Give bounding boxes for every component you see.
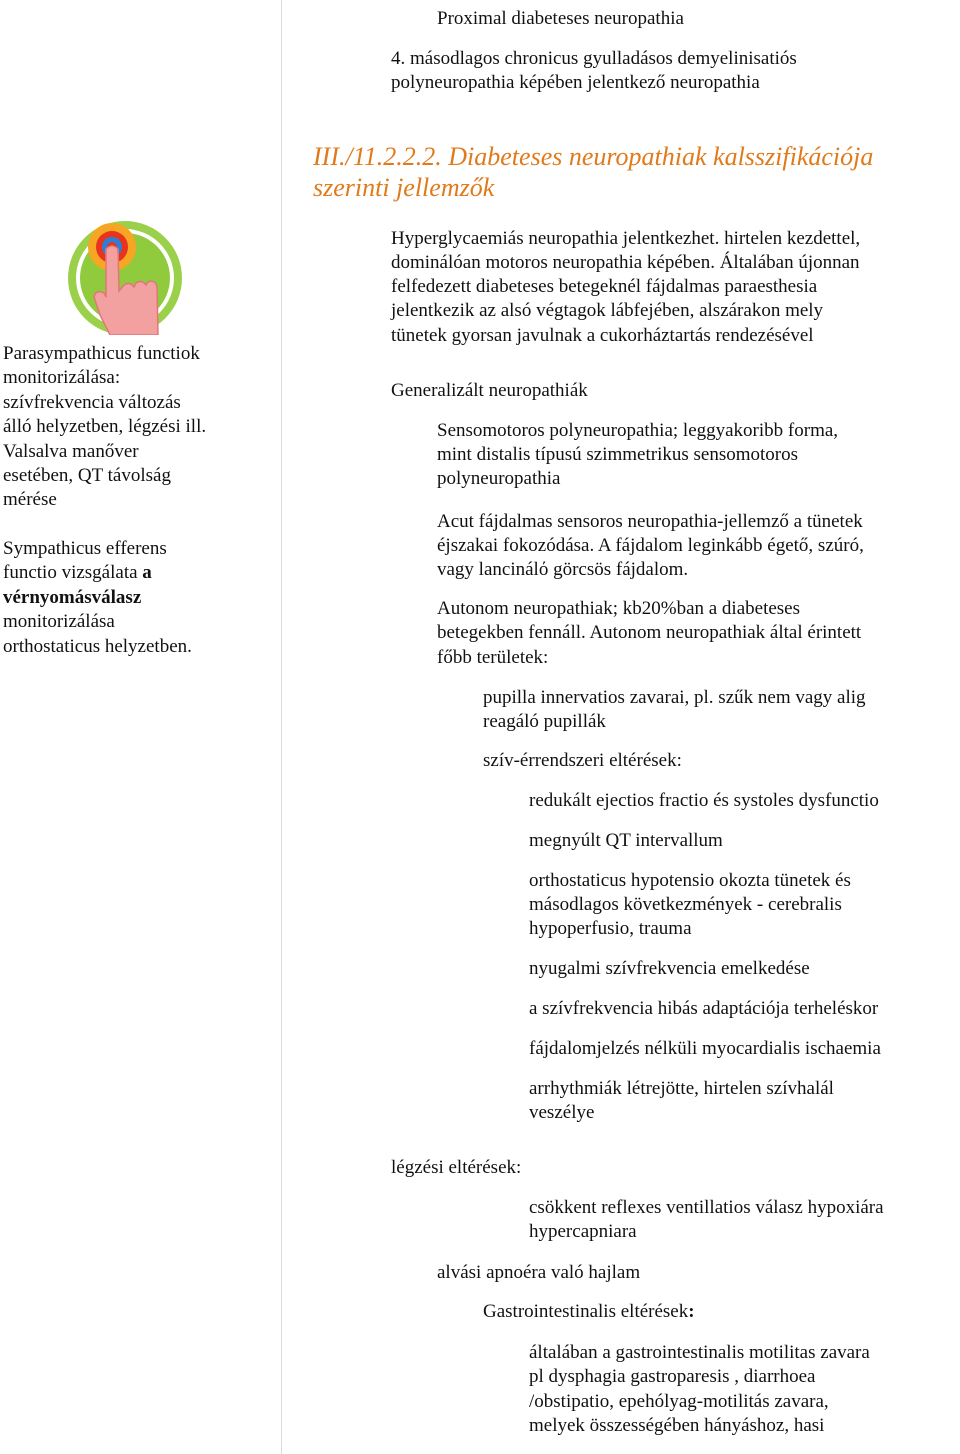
legzesi-heading: légzési eltérések:: [391, 1157, 522, 1178]
sidebar-line: Sympathicus efferens: [3, 538, 167, 559]
legzesi-item: csökkent reflexes ventillatios válasz hypoxiára: [529, 1197, 884, 1218]
sidebar-line: mérése: [3, 489, 57, 511]
pupilla-line: reagáló pupillák: [483, 711, 606, 732]
legzesi-item: hypercapniara: [529, 1221, 637, 1242]
hyper-line: jelentkezik az alsó végtagok lábfejében, alszárakon mely: [391, 300, 824, 321]
acut-line: Acut fájdalmas sensoros neuropathia-jellemző a tünetek: [437, 511, 863, 532]
acut-line: éjszakai fokozódása. A fájdalom leginkább égető, szúró,: [437, 535, 864, 556]
sziv-item: arrhythmiák létrejötte, hirtelen szívhalál: [529, 1078, 834, 1099]
sidebar-bold: a: [142, 562, 152, 584]
sziv-item: a szívfrekvencia hibás adaptációja terheléskor: [529, 998, 879, 1019]
section-heading-line1: III./11.2.2.2. Diabeteses neuropathiak kalsszifikációja: [313, 142, 874, 171]
item-4-line1: 4. másodlagos chronicus gyulladásos demyelinisatiós: [391, 48, 797, 69]
sidebar-line: [3, 586, 273, 610]
sziv-item: másodlagos következmények - cerebralis: [529, 894, 842, 915]
proximal-item: Proximal diabeteses neuropathia: [437, 8, 684, 29]
sidebar-line: orthostaticus helyzetben.: [3, 635, 192, 657]
autonom-line: főbb területek:: [437, 647, 549, 668]
gastro-item: általában a gastrointestinalis motilitas zavara: [529, 1342, 870, 1363]
section-heading-line2: szerinti jellemzők: [313, 173, 495, 202]
sziv-heading: szív-érrendszeri eltérések:: [483, 750, 682, 771]
hyper-line: tünetek gyorsan javulnak a cukorháztartás rendezésével: [391, 325, 814, 346]
sziv-item: hypoperfusio, trauma: [529, 918, 692, 939]
sidebar-bold: vérnyomásválasz: [3, 586, 142, 608]
alvasi-item: alvási apnoéra való hajlam: [437, 1262, 641, 1283]
sziv-item: veszélye: [529, 1102, 595, 1123]
sziv-item: nyugalmi szívfrekvencia emelkedése: [529, 958, 810, 979]
gastro-heading: [483, 1300, 695, 1324]
hyper-line: felfedezett diabeteses betegeknél fájdalmas paraesthesia: [391, 276, 818, 297]
sidebar-text: functio vizsgálata: [3, 562, 143, 584]
sidebar-line: [3, 561, 273, 585]
gastro-item: pl dysphagia gastroparesis , diarrhoea: [529, 1366, 816, 1387]
sidebar-line: Valsalva manőver: [3, 440, 139, 462]
autonom-line: betegekben fennáll. Autonom neuropathiak által érintett: [437, 622, 862, 643]
gastro-heading-text: Gastrointestinalis eltérések: [483, 1301, 689, 1322]
sidebar-line: Parasympathicus functiok: [3, 343, 200, 364]
hyper-line: dominálóan motoros neuropathia képében. Általában újonnan: [391, 252, 860, 273]
column-divider: [281, 0, 282, 1454]
sidebar-parasympathicus: [3, 342, 273, 513]
sidebar-line: szívfrekvencia változás: [3, 391, 181, 413]
gastro-item: melyek összességében hányáshoz, hasi: [529, 1415, 825, 1436]
sziv-item: fájdalomjelzés nélküli myocardialis ischaemia: [529, 1038, 881, 1059]
sidebar-line: monitorizálása:: [3, 367, 121, 389]
sziv-item: redukált ejectios fractio és systoles dysfunctio: [529, 790, 879, 811]
sidebar-line: esetében, QT távolság: [3, 465, 171, 487]
sziv-item: orthostaticus hypotensio okozta tünetek és: [529, 870, 851, 891]
sidebar-line: álló helyzetben, légzési ill.: [3, 416, 207, 438]
sidebar-line: monitorizálása: [3, 611, 115, 633]
item-4-line2: polyneuropathia képében jelentkező neuropathia: [391, 72, 760, 93]
gastro-item: /obstipatio, epehólyag-motilitás zavara,: [529, 1391, 829, 1412]
senso-line: polyneuropathia: [437, 468, 561, 489]
sidebar-sympathicus: [3, 537, 273, 659]
sziv-item: megnyúlt QT intervallum: [529, 830, 723, 851]
autonom-line: Autonom neuropathiak; kb20%ban a diabeteses: [437, 598, 801, 619]
acut-line: vagy lancinálό görcsös fájdalom.: [437, 559, 689, 580]
senso-line: Sensomotoros polyneuropathia; leggyakoribb forma,: [437, 420, 839, 441]
senso-line: mint distalis típusú szimmetrikus sensomotoros: [437, 444, 798, 465]
pupilla-line: pupilla innervatios zavarai, pl. szűk nem vagy alig: [483, 687, 866, 708]
gastro-heading-colon: :: [688, 1301, 695, 1322]
touch-finger-icon: [66, 219, 184, 335]
hyper-line: Hyperglycaemiás neuropathia jelentkezhet. hirtelen kezdettel,: [391, 228, 861, 249]
generalizalt-heading: Generalizált neuropathiák: [391, 380, 588, 401]
